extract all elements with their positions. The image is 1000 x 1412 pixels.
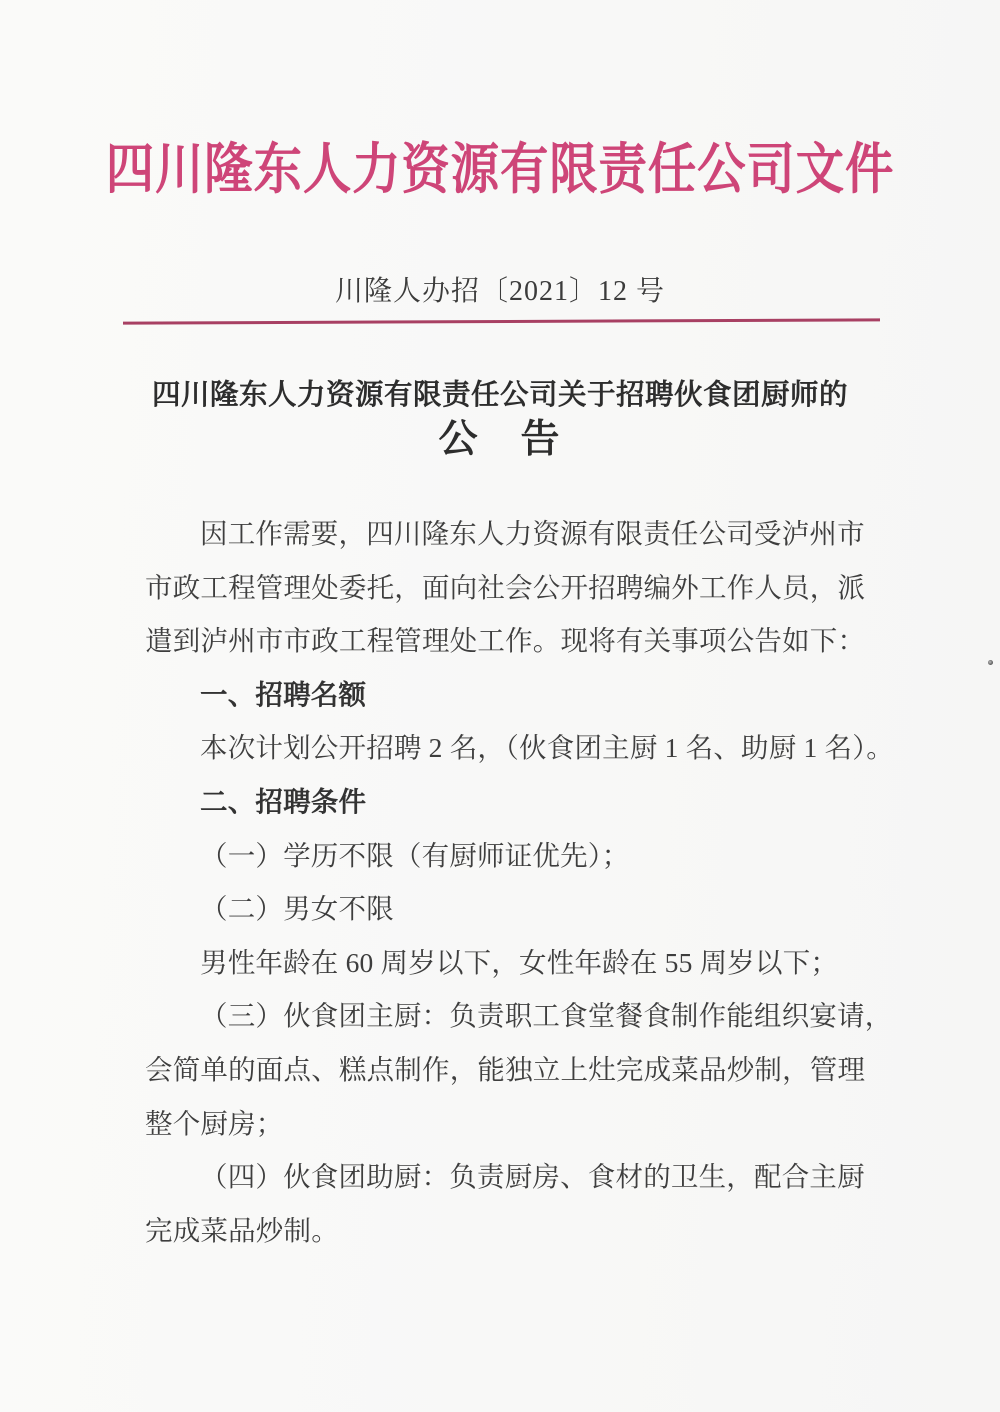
notice-title (0, 377, 1000, 462)
notice-title-line2: 公 告 (438, 418, 562, 461)
document-body (145, 507, 894, 1257)
section-heading: 二、招聘条件 (200, 785, 367, 817)
document-number: 川隆人办招〔2021〕12 号 (334, 276, 665, 307)
body-line: 遣到泸州市市政工程管理处工作。现将有关事项公告如下： (145, 625, 866, 657)
body-line: 男性年龄在 60 周岁以下，女性年龄在 55 周岁以下； (200, 946, 839, 978)
body-line: 本次计划公开招聘 2 名，（伙食团主厨 1 名、助厨 1 名）。 (200, 732, 894, 764)
body-line: 整个厨房； (145, 1107, 284, 1139)
body-line: （二）男女不限 (200, 893, 394, 925)
red-divider-line (123, 318, 880, 324)
scan-artifact-dot (988, 660, 993, 665)
body-line: （一）学历不限（有厨师证优先）； (200, 839, 630, 871)
section-heading: 一、招聘名额 (200, 678, 367, 710)
letterhead-title: 四川隆东人力资源有限责任公司文件 (105, 139, 895, 200)
body-line: （三）伙食团主厨：负责职工食堂餐食制作能组织宴请， (200, 1000, 893, 1032)
body-line: 因工作需要，四川隆东人力资源有限责任公司受泸州市 (200, 518, 865, 549)
notice-title-line1: 四川隆东人力资源有限责任公司关于招聘伙食团厨师的 (151, 380, 848, 411)
body-line: （四）伙食团助厨：负责厨房、食材的卫生，配合主厨 (200, 1161, 865, 1193)
body-line: 会简单的面点、糕点制作，能独立上灶完成菜品炒制，管理 (145, 1053, 866, 1085)
body-line: 市政工程管理处委托，面向社会公开招聘编外工作人员，派 (145, 571, 866, 603)
body-line: 完成菜品炒制。 (145, 1214, 339, 1246)
